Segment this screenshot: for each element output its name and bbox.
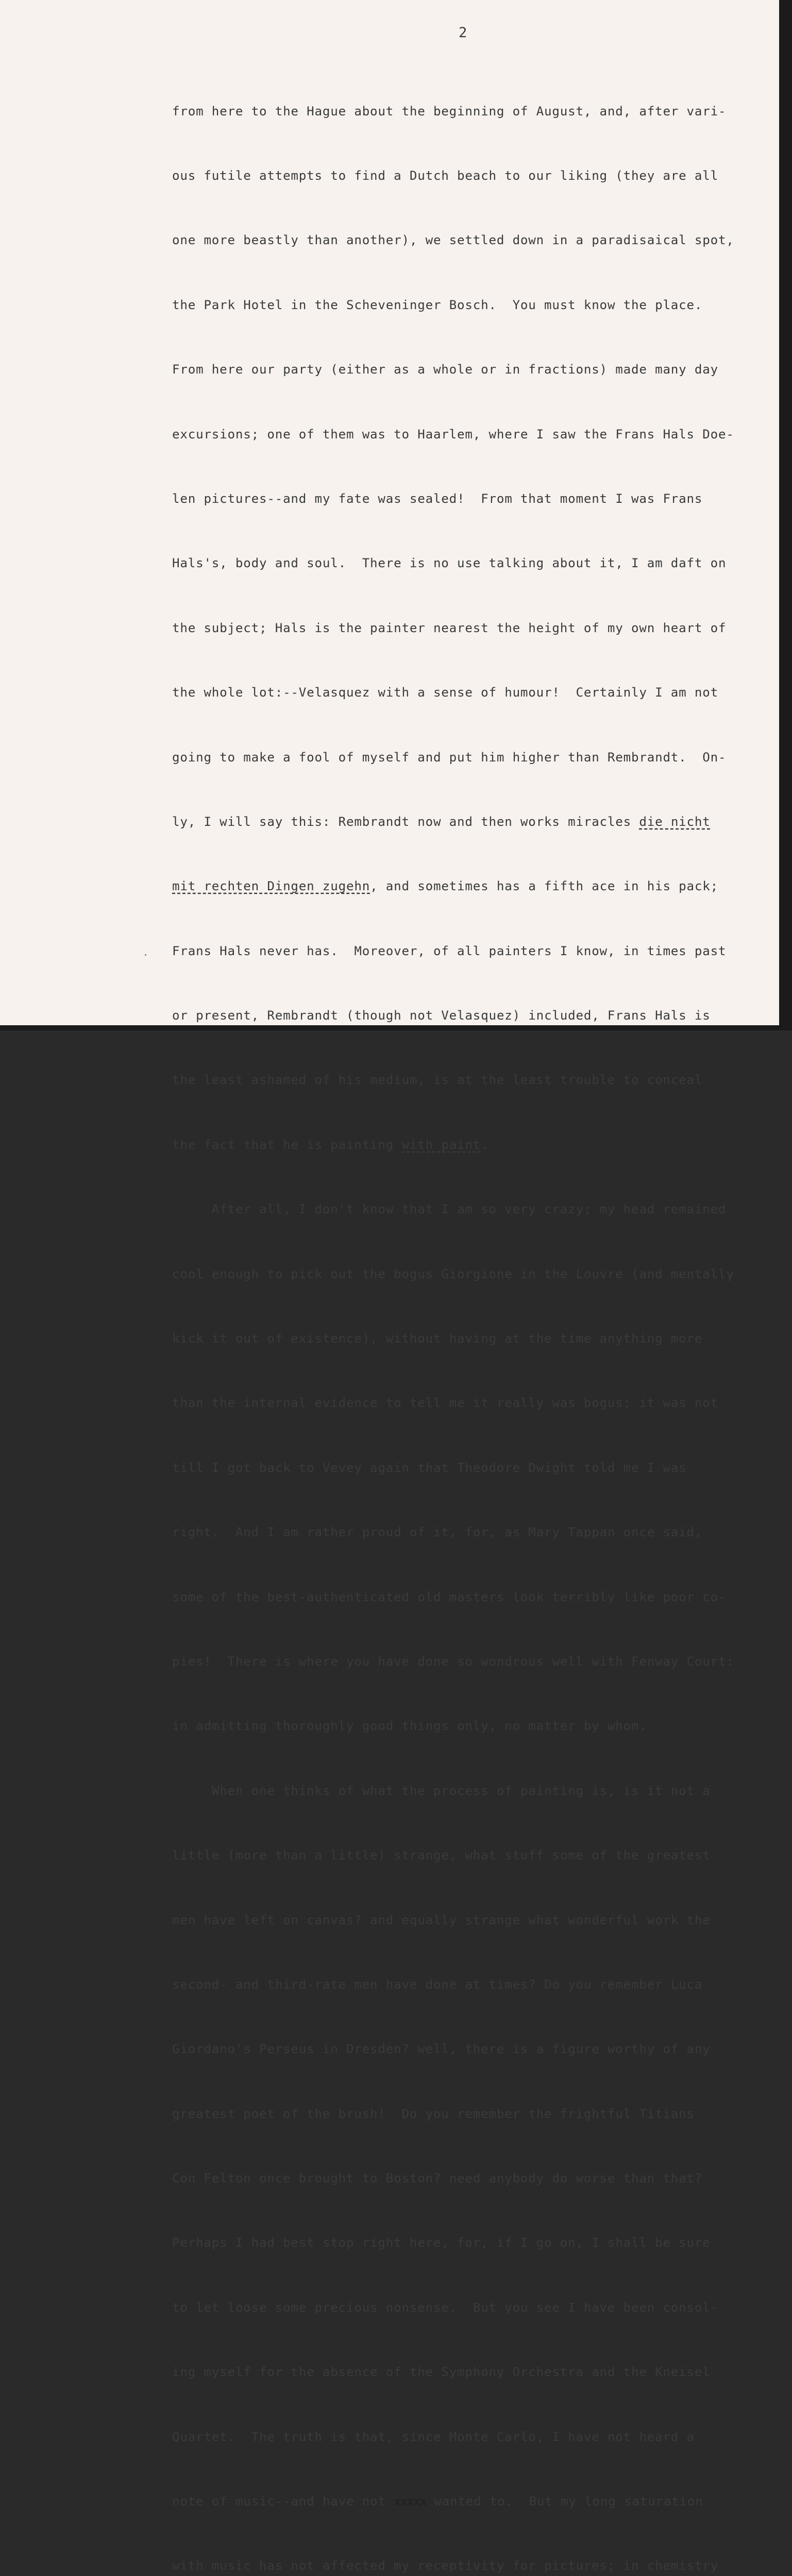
text-line: len pictures--and my fate was sealed! From that moment I was Frans	[172, 491, 703, 506]
text-line: or present, Rembrandt (though not Velasquez) included, Frans Hals is	[172, 1008, 711, 1023]
text-line: excursions; one of them was to Haarlem, where I saw the Frans Hals Doe-	[172, 427, 734, 442]
text-segment: note of music--and have not	[172, 2494, 394, 2509]
text-line: When one thinks of what the process of painting is, is it not a	[172, 1783, 711, 1798]
text-line: After all, I don't know that I am so very crazy; my head remained	[172, 1202, 727, 1217]
text-line	[172, 2491, 780, 2513]
text-line: little (more than a little) strange, what stuff some of the greatest	[172, 1848, 711, 1863]
text-line: from here to the Hague about the beginning of August, and, after vari-	[172, 104, 727, 118]
text-line: in admitting thoroughly good things only, no matter by whom.	[172, 1719, 647, 1734]
underlined-phrase: die nicht	[639, 814, 711, 829]
text-line: Con Felton once brought to Boston? need anybody do worse than that?	[172, 2171, 703, 2186]
text-line: the least ashamed of his medium, is at the least trouble to conceal	[172, 1073, 703, 1088]
text-line: with music has not affected my receptivity for pictures; in chemistry	[172, 2558, 718, 2573]
text-segment: ly, I will say this: Rembrandt now and then works miracles	[172, 814, 639, 829]
text-line	[172, 811, 780, 833]
text-line: Frans Hals never has. Moreover, of all painters I know, in times past	[172, 943, 727, 958]
text-line	[172, 1134, 780, 1156]
text-line: going to make a fool of myself and put him higher than Rembrandt. On-	[172, 750, 727, 765]
scan-border-right	[779, 0, 792, 1030]
text-line: From here our party (either as a whole or in fractions) made many day	[172, 362, 718, 377]
text-line: men have left on canvas? and equally strange what wonderful work the	[172, 1912, 711, 1927]
text-line: the subject; Hals is the painter nearest the height of my own heart of	[172, 620, 727, 635]
text-line: Quartet. The truth is that, since Monte Carlo, I have not heard a	[172, 2429, 695, 2444]
text-line: Perhaps I had best stop right here, for, if I go on, I shall be sure	[172, 2235, 711, 2250]
struck-out-text: xxxxx	[394, 2494, 426, 2509]
text-line: greatest poet of the brush! Do you remember the frightful Titians	[172, 2106, 695, 2121]
letter-body	[172, 58, 780, 2576]
text-segment: , and sometimes has a fifth ace in his pack;	[370, 879, 718, 894]
text-line: ing myself for the absence of the Symphony Orchestra and the Kneisel	[172, 2365, 711, 2380]
text-line: to let loose some precious nonsense. But you see I have been consol-	[172, 2300, 718, 2315]
text-line: the Park Hotel in the Scheveninger Bosch. You must know the place.	[172, 297, 703, 312]
underlined-phrase: mit rechten Dingen zugehn	[172, 879, 370, 894]
text-segment: the fact that he is painting	[172, 1137, 402, 1152]
ink-speck	[145, 954, 146, 956]
text-line: till I got back to Vevey again that Theodore Dwight told me I was	[172, 1460, 687, 1475]
text-segment: .	[481, 1137, 489, 1152]
text-line: ous futile attempts to find a Dutch beach to our liking (they are all	[172, 168, 718, 183]
text-line: kick it out of existence), without having at the time anything more	[172, 1331, 703, 1346]
text-line: Giordano's Perseus in Dresden? well, there is a figure worthy of any	[172, 2042, 711, 2057]
text-line: some of the best-authenticated old masters look terribly like poor co-	[172, 1589, 727, 1604]
page-number: 2	[459, 25, 467, 41]
text-line: than the internal evidence to tell me it really was bogus; it was not	[172, 1396, 718, 1411]
scan-border-bottom	[0, 1025, 792, 1030]
text-line: cool enough to pick out the bogus Giorgione in the Louvre (and mentally	[172, 1266, 734, 1281]
text-line: second- and third-rate men have done at times? Do you remember Luca	[172, 1977, 703, 1992]
text-line: right. And I am rather proud of it, for, as Mary Tappan once said,	[172, 1525, 703, 1540]
text-line: one more beastly than another), we settled down in a paradisaical spot,	[172, 233, 734, 248]
text-line: pies! There is where you have done so wondrous well with Fenway Court:	[172, 1654, 734, 1669]
text-line: Hals's, body and soul. There is no use talking about it, I am daft on	[172, 556, 727, 571]
text-line	[172, 876, 780, 897]
text-line: the whole lot:--Velasquez with a sense of humour! Certainly I am not	[172, 685, 718, 700]
text-segment: wanted to. But my long saturation	[426, 2494, 703, 2509]
underlined-phrase: with paint	[401, 1137, 481, 1152]
